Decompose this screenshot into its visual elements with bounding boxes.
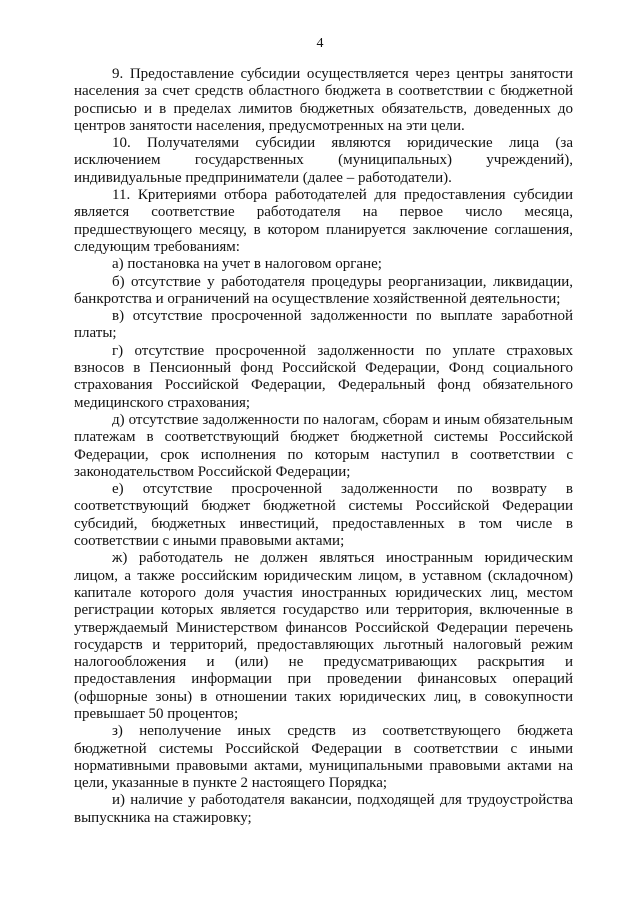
- list-item-z: з) неполучение иных средств из соответствующего бюджета бюджетной системы Российской Федерации в соответствии с иными нормативными правовыми актами, муниципальными правовыми актами на цели, указанные в пункте 2 настоящего Порядка;: [74, 723, 573, 792]
- paragraph-11: 11. Критериями отбора работодателей для предоставления субсидии является соответствие работодателя на первое число месяца, предшествующего месяцу, в котором планируется заключение соглашения, следующим требованиям:: [74, 187, 573, 255]
- list-item-zh: ж) работодатель не должен являться иностранным юридическим лицом, а также российским юридическим лицом, в уставном (складочном) капитале которого доля участия иностранных юридических лиц, местом регистрации которых является государство или территория, включенные в утверждаемый Министерством финансов Российской Федерации перечень государств и территорий, предоставляющих льготный налоговый режим налогообложения и (или) не предусматривающих раскрытия и предоставления информации при проведении финансовых операций (офшорные зоны) в отношении таких юридических лиц, в совокупности превышает 50 процентов;: [74, 550, 573, 722]
- list-item-e: е) отсутствие просроченной задолженности по возврату в соответствующий бюджет бюджетной системы Российской Федерации субсидий, бюджетных инвестиций, предоставленных в том числе в соответствии с иными правовыми актами;: [74, 481, 573, 550]
- paragraph-9: 9. Предоставление субсидии осуществляется через центры занятости населения за счет средств областного бюджета в соответствии с бюджетной росписью и в пределах лимитов бюджетных обязательств, доведенных до центров занятости населения, предусмотренных на эти цели.: [74, 66, 573, 134]
- paragraph-10: 10. Получателями субсидии являются юридические лица (за исключением государственных (муниципальных) учреждений), индивидуальные предприниматели (далее – работодатели).: [74, 135, 573, 186]
- page-number: 4: [316, 36, 324, 51]
- list-item-a: а) постановка на учет в налоговом органе;: [112, 256, 382, 273]
- list-item-g: г) отсутствие просроченной задолженности по уплате страховых взносов в Пенсионный фонд Российской Федерации, Фонд социального страхования Российской Федерации, Федеральный фонд обязательного медицинского страхования;: [74, 342, 573, 411]
- document-body: [74, 66, 573, 827]
- list-item-v: в) отсутствие просроченной задолженности по выплате заработной платы;: [74, 308, 573, 342]
- list-item-b: б) отсутствие у работодателя процедуры реорганизации, ликвидации, банкротства и ограничений на осуществление хозяйственной деятельности;: [74, 273, 573, 307]
- list-item-i: и) наличие у работодателя вакансии, подходящей для трудоустройства выпускника на стажировку;: [74, 792, 573, 826]
- list-item-d: д) отсутствие задолженности по налогам, сборам и иным обязательным платежам в соответствующий бюджет бюджетной системы Российской Федерации, срок исполнения по которым наступил в соответствии с законодательством Российской Федерации;: [74, 411, 573, 480]
